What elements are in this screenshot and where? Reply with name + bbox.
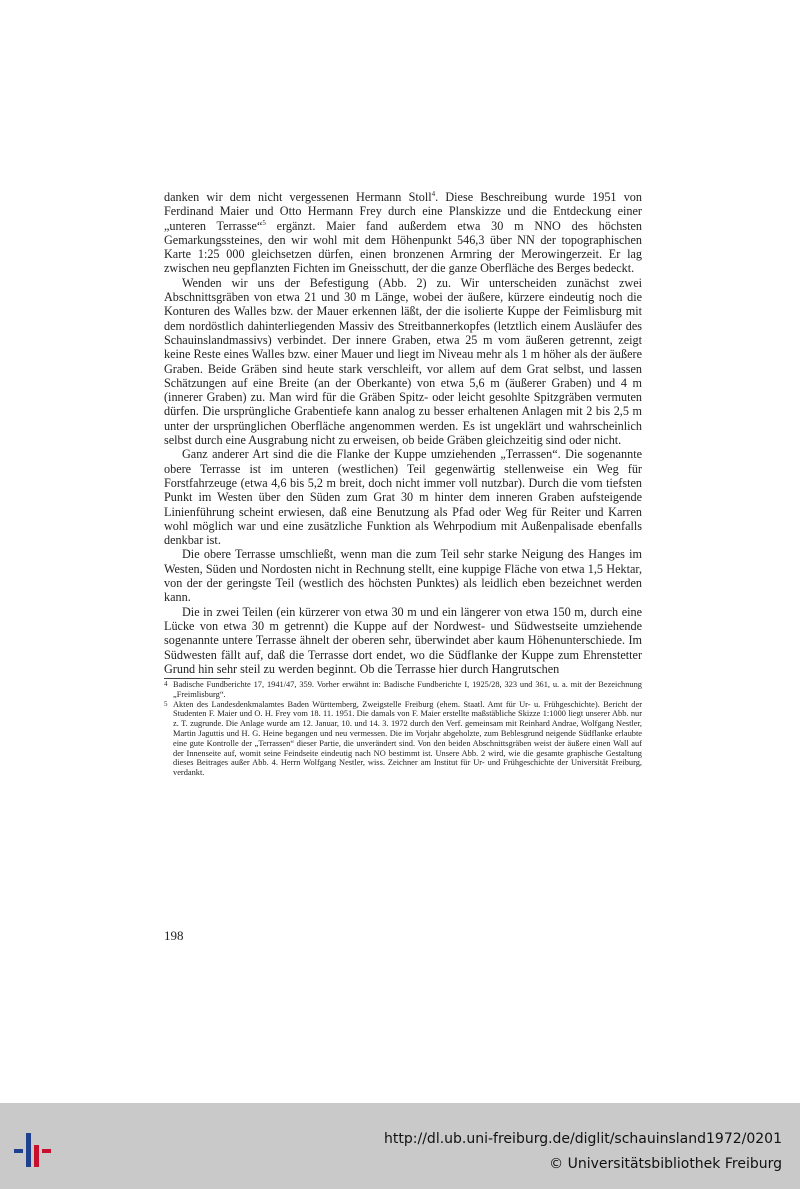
paragraph-1: danken wir dem nicht vergessenen Hermann Stoll$^4$. Diese Beschreibung wurde 1951 von Ferdinand Maier und Otto Hermann Frey durch eine Planskizze und die Entdeckung einer „unteren Terrasse“$^5$ ergänzt. Maier fand außerdem etwa 30 m NNO des höchsten Gemarkungssteines, den wir wohl mit dem Höhenpunkt 546,3 über NN der topographischen Karte 1:25 000 gleichsetzen dürfen, einen bronzenen Armring der Merowingerzeit. Er lag zwischen neu gepflanzten Fichten im Gneisschutt, der die ganze Oberfläche des Berges bedeckt.: [164, 189, 642, 276]
ub-freiburg-logo-icon[interactable]: [12, 1129, 52, 1169]
page-number: 198: [164, 928, 184, 943]
text-body: [164, 190, 642, 778]
footnote-divider: [164, 678, 230, 679]
paragraph-5: Die in zwei Teilen (ein kürzerer von etwa 30 m und ein längerer von etwa 150 m, durch eine Lücke von etwa 30 m getrennt) die Kuppe auf der Nordwest- und Südwestseite umziehende sogenannte untere Terrasse ähnelt der oberen sehr, überwindet aber kaum Höhenunterschiede. Im Südwesten fällt auf, daß die Terrasse dort endet, wo die Südflanke der Kuppe zum Ehrenstetter Grund hin sehr steil zu werden beginnt. Ob die Terrasse hier durch Hangrutschen: [164, 604, 642, 676]
footnote-5: 5 Akten des Landesdenkmalamtes Baden Württemberg, Zweigstelle Freiburg (ehem. Staatl. Amt für Ur- u. Frühgeschichte). Bericht der Studenten F. Maier und O. H. Frey vom 18. 11. 1951. Die damals von F. Maier erstellte maßstäbliche Skizze 1:1000 liegt unserer Abb. nur z. T. zugrunde. Die Anlage wurde am 12. Januar, 10. und 14. 3. 1972 durch den Verf. gemeinsam mit Reinhard Andrae, Wolfgang Nestler, Martin Jaguttis und H. G. Heine begangen und neu vermessen. Die im Vorjahr abgeholzte, zum Beblesgrund neigende Südflanke erlaubte eine gute Kontrolle der „Terrassen“ dieser Partie, die unverändert sind. Von den beiden Abschnittsgräben weist der äußere einen Wall auf der Innenseite auf, womit seine Feindseite eindeutig nach NO bestimmt ist. Unsere Abb. 2 wird, wie die gesamte graphische Gestaltung dieses Beitrages außer Abb. 4. Herrn Wolfgang Nestler, wiss. Zeichner am Institut für Ur- und Frühgeschichte der Universität Freiburg, verdankt.: [164, 699, 642, 778]
paragraph-3: Ganz anderer Art sind die die Flanke der Kuppe umziehenden „Terrassen“. Die sogenannte obere Terrasse ist im unteren (westlichen) Teil gegenwärtig stellenweise ein Weg für Forstfahrzeuge (etwa 4,6 bis 5,2 m breit, doch nicht immer voll nutzbar). Durch die vom tiefsten Punkt im Westen über den Süden zum Grat 30 m hinter dem inneren Graben aufsteigende Linienführung scheint erwiesen, daß eine Benutzung als Pfad oder Weg für Reiter und Karren wohl möglich war und eine zusätzliche Funktion als Wehrpodium mit Außenpalisade ebenfalls denkbar ist.: [164, 447, 642, 548]
footnote-ref-4[interactable]: 4: [431, 189, 436, 198]
footnote-ref-5[interactable]: 5: [262, 218, 266, 227]
source-url-link[interactable]: http://dl.ub.uni-freiburg.de/diglit/schauinsland1972/0201: [384, 1131, 782, 1147]
copyright-text: © Universitätsbibliothek Freiburg: [549, 1156, 782, 1172]
paragraph-4: Die obere Terrasse umschließt, wenn man die zum Teil sehr starke Neigung des Hanges im Westen, Süden und Nordosten nicht in Rechnung stellt, eine kuppige Fläche von etwa 1,5 Hektar, von der der geringste Teil (westlich des höchsten Punktes) als leidlich eben bezeichnet werden kann.: [164, 547, 642, 605]
footnote-4: 4 Badische Fundberichte 17, 1941/47, 359. Vorher erwähnt in: Badische Fundberichte I, 1925/28, 323 und 361, u. a. mit der Bezeichnung „Freimlisburg“.: [164, 680, 642, 699]
footer-bar: [0, 1103, 800, 1189]
paragraph-2: Wenden wir uns der Befestigung (Abb. 2) zu. Wir unterscheiden zunächst zwei Abschnittsgräben von etwa 21 und 30 m Länge, wobei der äußere, kürzere eindeutig noch die Konturen des Walles bzw. der Mauer erkennen läßt, der die isolierte Kuppe der Feimlisburg mit dem nordöstlich dahinterliegenden Massiv des Streitbannerkopfes (letztlich einem Ausläufer des Schauinslandmassivs) verbindet. Der innere Graben, etwa 25 m vom äußeren getrennt, zeigt keine Reste eines Walles bzw. einer Mauer und liegt im Niveau mehr als 1 m höher als der äußere Graben. Beide Gräben sind heute stark verschleift, vor allem auf dem Grat selbst, und lassen Schätzungen auf eine Breite (an der Oberkante) von etwa 5,6 m (äußerer Graben) und 4 m (innerer Graben) zu. Man wird für die Gräben Spitz- oder leicht gesohlte Spitzgräben vermuten dürfen. Die ursprüngliche Grabentiefe kann analog zu besser erhaltenen Anlagen mit 2 bis 2,5 m unter der ursprünglichen Oberfläche angenommen werden. Es ist ungeklärt und wahrscheinlich selbst durch eine Ausgrabung nicht zu erweisen, ob beide Gräben gleichzeitig sind oder nicht.: [164, 275, 642, 448]
